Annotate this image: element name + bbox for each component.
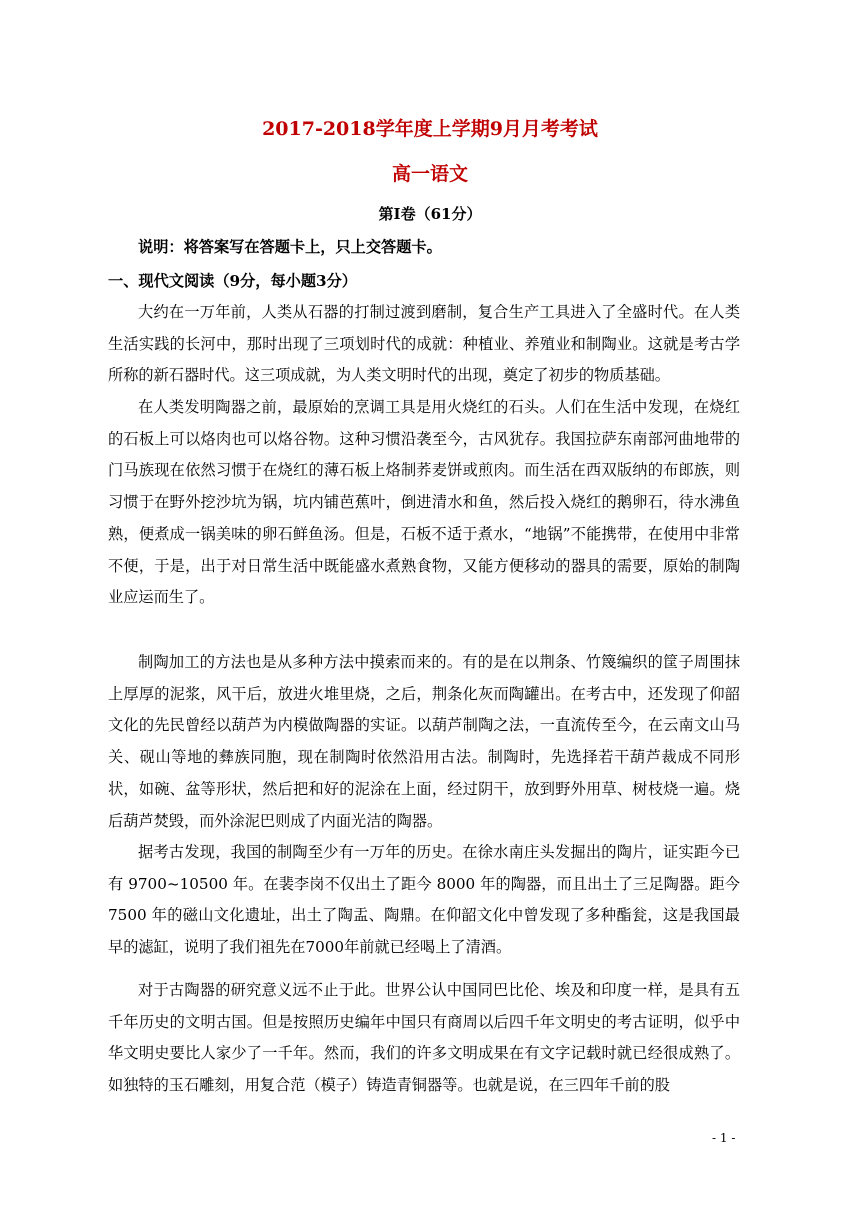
exam-title: 2017-2018学年度上学期9月月考考试 [262,118,598,140]
section-heading: 一、现代文阅读（9分，每小题3分） [108,272,357,290]
paragraph-5: 对于古陶器的研究意义远不止于此。世界公认中国同巴比伦、埃及和印度一样，是具有五千年历史的文明古国。但是按照历史编年中国只有商周以后四千年文明史的考古证明，似乎中华文明史要比人家少了一千年。然而，我们的许多文明成果在有文字记载时就已经很成熟了。如独特的玉石雕刻，用复合范（模子）铸造青铜器等。也就是说，在三四年千前的股 [108,981,740,1095]
page-number: - 1 - [712,1131,736,1145]
exam-subject: 高一语文 [391,163,468,185]
paragraph-2: 在人类发明陶器之前，最原始的烹调工具是用火烧红的石头。人们在生活中发现，在烧红的石板上可以烙肉也可以烙谷物。这种习惯沿袭至今，古风犹存。我国拉萨东南部河曲地带的门马族现在依然习惯于在烧红的薄石板上烙制荞麦饼或煎肉。而生活在西双版纳的布郎族，则习惯于在野外挖沙坑为锅，坑内铺芭蕉叶，倒进清水和鱼，然后投入烧红的鹅卵石，待水沸鱼熟，便煮成一锅美味的卵石鲜鱼汤。但是，石板不适于煮水，“地锅”不能携带，在使用中非常不便，于是，出于对日常生活中既能盛水煮熟食物，又能方便移动的器具的需要，原始的制陶业应运而生了。 [108,398,740,607]
paragraph-1: 大约在一万年前，人类从石器的打制过渡到磨制，复合生产工具进入了全盛时代。在人类生活实践的长河中，那时出现了三项划时代的成就：种植业、养殖业和制陶业。这就是考古学所称的新石器时代。这三项成就，为人类文明时代的出现，奠定了初步的物质基础。 [108,303,740,385]
instructions: 说明：将答案写在答题卡上，只上交答题卡。 [138,238,442,256]
paragraph-3: 制陶加工的方法也是从多种方法中摸索而来的。有的是在以荆条、竹篾编织的筐子周围抹上厚厚的泥浆，风干后，放进火堆里烧，之后，荆条化灰而陶罐出。在考古中，还发现了仰韶文化的先民曾经以葫芦为内模做陶器的实证。以葫芦制陶之法，一直流传至今，在云南文山马关、砚山等地的彝族同胞，现在制陶时依然沿用古法。制陶时，先选择若干葫芦裁成不同形状，如碗、盆等形状，然后把和好的泥涂在上面，经过阴干，放到野外用草、树枝烧一遍。烧后葫芦焚毁，而外涂泥巴则成了内面光洁的陶器。 [108,653,740,830]
paragraph-4: 据考古发现，我国的制陶至少有一万年的历史。在徐水南庄头发掘出的陶片，证实距今已有 9700~10500 年。在裴李岗不仅出土了距今 8000 年的陶器，而且出土了三足陶器。距今 7500 年的磁山文化遗址，出土了陶盂、陶鼎。在仰韶文化中曾发现了多种酯瓮，这是我国最早的滤缸，说明了我们祖先在7000年前就已经喝上了清酒。 [108,843,740,957]
volume-heading: 第Ⅰ卷（61分） [378,205,482,223]
